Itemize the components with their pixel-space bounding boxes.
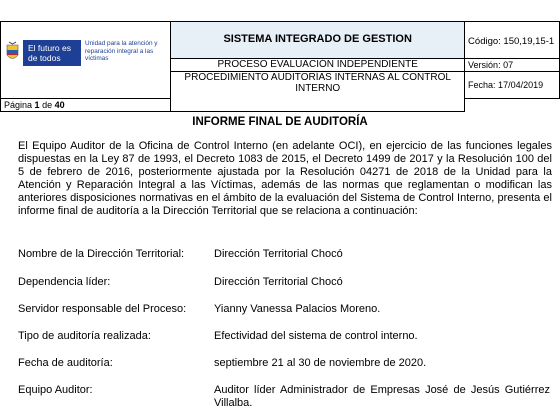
logo-cell (1, 22, 171, 99)
intro-paragraph: El Equipo Auditor de la Oficina de Control Interno (en adelante OCI), en ejercicio de las funciones legales dispuestas en la Ley 87 de 1993, el Decreto 1083 de 2015, el Decreto 1499 de 2017 y la Resolución 100 del 5 de febrero de 2016, posteriormente ajustada por la Resolución 04271 de 2018 de la Unidad para la Atención y Reparación Integral a las Víctimas, además de las normas que reglamentan o modifican las anteriores disposiciones normativas en el ámbito de la evaluación del Sistema de Control Interno, presenta el informe final de auditoría a la Dirección Territorial que se relaciona a continuación: (18, 140, 552, 217)
field-label: Nombre de la Dirección Territorial: (18, 248, 185, 260)
page-number: 1 (34, 100, 40, 110)
document-code: Código: 150,19,15-1 (468, 36, 555, 47)
page-total: 40 (54, 100, 65, 110)
field-value: septiembre 21 al 30 de noviembre de 2020. (214, 357, 427, 369)
system-title: SISTEMA INTEGRADO DE GESTION (223, 33, 412, 45)
field-label: Fecha de auditoría: (18, 357, 113, 369)
field-value: Yianny Vanessa Palacios Moreno. (214, 303, 381, 315)
report-title: INFORME FINAL DE AUDITORÍA (192, 116, 368, 128)
field-value: Dirección Territorial Chocó (214, 276, 343, 288)
logo-sub-text: Unidad para la atención y reparación integral a las víctimas (85, 40, 158, 62)
process-name: PROCESO EVALUACIÓN INDEPENDIENTE (171, 59, 465, 72)
logo-main-text: El futuro es de todos (23, 40, 81, 66)
header-table (0, 21, 560, 112)
field-label: Tipo de auditoría realizada: (18, 330, 151, 342)
date-label: Fecha: 17/04/2019 (465, 72, 560, 99)
version-label: Versión: 07 (465, 59, 560, 72)
field-value: Efectividad del sistema de control interno. (214, 330, 418, 342)
coat-of-arms-icon (5, 41, 20, 63)
document-header (0, 0, 560, 110)
field-label: Dependencia líder: (18, 276, 111, 288)
procedure-name: PROCEDIMIENTO AUDITORÍAS INTERNAS AL CONTROL INTERNO (171, 72, 465, 112)
code-cell (465, 22, 560, 59)
page-indicator (1, 99, 171, 112)
field-value: Auditor líder Administrador de Empresas José de Jesús Gutiérrez Villalba. (214, 384, 550, 409)
page-prefix: Página (4, 100, 33, 110)
field-label: Equipo Auditor: (18, 384, 93, 396)
page-of: de (42, 100, 53, 110)
field-label: Servidor responsable del Proceso: (18, 303, 187, 315)
field-value: Dirección Territorial Chocó (214, 248, 343, 260)
system-title-cell (171, 22, 465, 59)
